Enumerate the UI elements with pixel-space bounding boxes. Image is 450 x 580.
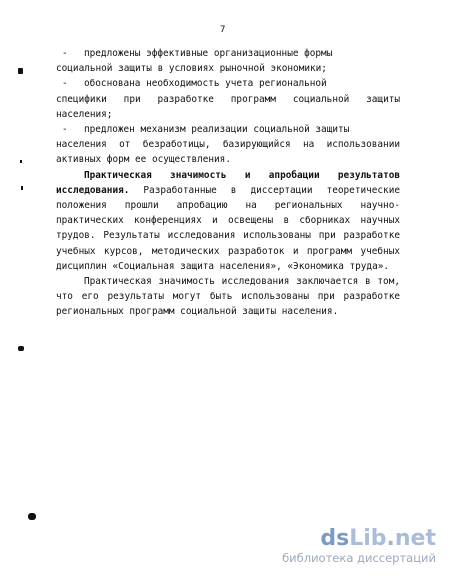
approbation-text: Разработанные в диссертации теоретические положения прошли апробацию на региональных научно-практических конференциях и освещены в сборниках научных трудов. Результаты исследования использованы при разработке учебных курсов, методических разработок и программ учебных дисциплин «Социальная защита населения», «Экономика труда».	[56, 184, 400, 272]
list-dash: -	[62, 124, 68, 136]
watermark-brand	[282, 527, 436, 551]
list-item-text-first-line: обоснована необходимость учета региональной	[84, 78, 327, 90]
list-item	[56, 122, 400, 168]
list-item-text-rest: специфики при разработке программ социальной защиты населения;	[56, 93, 400, 120]
scan-mark	[28, 513, 36, 520]
brand-dot: .	[386, 526, 395, 551]
scan-mark	[20, 160, 22, 163]
list-dash: -	[62, 48, 68, 59]
brand-net: net	[394, 526, 436, 551]
scan-mark	[21, 186, 23, 190]
approbation-paragraph	[56, 168, 400, 274]
watermark-logo	[282, 527, 436, 565]
page-number: 7	[220, 25, 226, 35]
brand-lib: Lib	[349, 526, 387, 551]
list-dash: -	[62, 78, 68, 90]
document-body	[56, 46, 400, 320]
list-item-text-first-line: предложены эффективные организационные формы	[84, 48, 333, 59]
list-item-text-rest: социальной защиты в условиях рыночной экономики;	[56, 63, 327, 75]
list-item	[56, 46, 400, 76]
list-item-text-first-line: предложен механизм реализации социальной защиты	[84, 124, 350, 136]
list-item	[56, 76, 400, 122]
scan-mark	[18, 68, 23, 74]
scan-mark	[18, 346, 24, 351]
section-heading: Практическая значимость и апробации результатов исследования.	[56, 169, 400, 196]
list-item-text-rest: населения от безработицы, базирующийся на использовании активных форм ее осуществления.	[56, 139, 400, 166]
brand-ds: ds	[320, 526, 350, 551]
watermark-subtitle: библиотека диссертаций	[282, 551, 436, 565]
significance-paragraph: Практическая значимость исследования заключается в том, что его результаты могут быть использованы при разработке региональных программ социальной защиты населения.	[56, 276, 400, 318]
